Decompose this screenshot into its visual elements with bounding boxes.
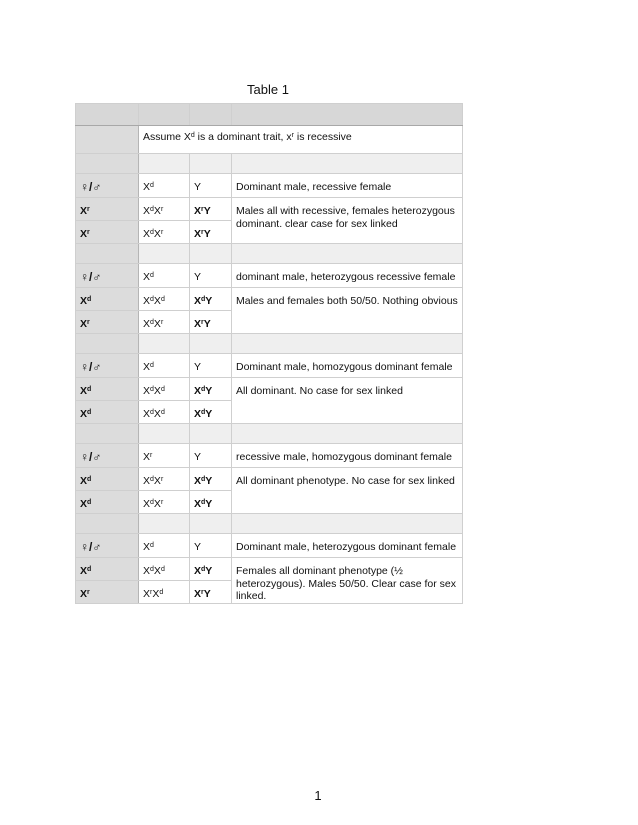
spacer-cell bbox=[139, 154, 190, 174]
male-offspring-genotype bbox=[190, 221, 232, 244]
female-male-symbol: ♀/♂ bbox=[80, 450, 102, 464]
allele-superscript: d bbox=[160, 386, 165, 393]
spacer-cell bbox=[232, 514, 463, 534]
female-offspring-genotype bbox=[139, 311, 190, 334]
allele-superscript: d bbox=[150, 182, 154, 189]
female-male-symbol: ♀/♂ bbox=[80, 270, 102, 284]
genotype-part: X bbox=[80, 498, 88, 510]
genotype-part: X bbox=[153, 205, 161, 217]
genotype-part: X bbox=[143, 205, 151, 217]
allele-superscript: d bbox=[150, 386, 154, 393]
female-offspring-genotype bbox=[139, 558, 190, 581]
male-gamete-y: Y bbox=[190, 534, 232, 558]
female-offspring-genotype bbox=[139, 378, 190, 401]
genotype-part: X bbox=[143, 498, 151, 510]
header-cell bbox=[139, 104, 190, 126]
allele-superscript: r bbox=[201, 229, 204, 236]
spacer-cell bbox=[190, 424, 232, 444]
allele-superscript: d bbox=[201, 409, 206, 416]
genotype-part: X bbox=[153, 385, 161, 397]
allele-superscript: d bbox=[87, 409, 92, 416]
allele-superscript: d bbox=[160, 566, 165, 573]
spacer-cell bbox=[232, 424, 463, 444]
genotype-part: Y bbox=[203, 588, 211, 600]
male-gamete-x bbox=[139, 174, 190, 198]
offspring-row bbox=[76, 468, 463, 491]
female-offspring-genotype bbox=[139, 468, 190, 491]
allele-superscript: d bbox=[150, 206, 154, 213]
sex-symbol-cell bbox=[76, 174, 139, 198]
female-allele-cell bbox=[76, 288, 139, 311]
genotype-part: X bbox=[143, 475, 151, 487]
spacer-cell bbox=[232, 334, 463, 354]
genotype-part: X bbox=[153, 228, 161, 240]
spacer-cell bbox=[232, 154, 463, 174]
genotype-part: X bbox=[143, 228, 151, 240]
allele-superscript: r bbox=[201, 319, 204, 326]
genotype-part: X bbox=[194, 565, 202, 577]
header-row bbox=[76, 104, 463, 126]
female-allele-cell bbox=[76, 311, 139, 334]
allele-superscript: r bbox=[150, 452, 153, 459]
allele-superscript: d bbox=[87, 296, 92, 303]
cross-row bbox=[76, 264, 463, 288]
punnett-table-wrapper bbox=[75, 103, 463, 604]
cross-row bbox=[76, 534, 463, 558]
genotype-part: X bbox=[153, 318, 161, 330]
genotype-part: X bbox=[80, 205, 88, 217]
male-gamete-x bbox=[139, 354, 190, 378]
allele-superscript: r bbox=[160, 319, 164, 326]
cross-conclusion-note: Males and females both 50/50. Nothing obvious bbox=[232, 288, 463, 334]
spacer-cell bbox=[139, 334, 190, 354]
genotype-part: X bbox=[143, 271, 151, 283]
spacer-cell bbox=[190, 154, 232, 174]
genotype-part: Y bbox=[203, 318, 211, 330]
genotype-part: X bbox=[80, 295, 88, 307]
allele-superscript: d bbox=[201, 386, 206, 393]
female-allele-cell bbox=[76, 468, 139, 491]
genotype-part: X bbox=[143, 181, 151, 193]
male-offspring-genotype bbox=[190, 378, 232, 401]
spacer-cell bbox=[139, 424, 190, 444]
header-cell bbox=[190, 104, 232, 126]
spacer-row bbox=[76, 244, 463, 264]
genotype-part: Y bbox=[205, 295, 213, 307]
spacer-cell bbox=[190, 244, 232, 264]
table-title: Table 1 bbox=[247, 82, 289, 97]
male-gamete-y: Y bbox=[190, 354, 232, 378]
female-offspring-genotype bbox=[139, 198, 190, 221]
allele-superscript: r bbox=[201, 206, 204, 213]
male-offspring-genotype bbox=[190, 491, 232, 514]
genotype-part: X bbox=[194, 408, 202, 420]
male-offspring-genotype bbox=[190, 558, 232, 581]
allele-superscript: d bbox=[87, 499, 92, 506]
allele-superscript: d bbox=[201, 296, 206, 303]
genotype-part: X bbox=[80, 318, 88, 330]
female-allele-cell bbox=[76, 378, 139, 401]
cross-description: dominant male, heterozygous recessive female bbox=[232, 264, 463, 288]
genotype-part: Y bbox=[205, 385, 213, 397]
side-cell bbox=[76, 334, 139, 354]
genotype-part: X bbox=[80, 228, 88, 240]
assumption-note: Assume $X^d$ is a dominant trait, $x^r$ is recessive bbox=[139, 126, 463, 154]
header-cell bbox=[76, 104, 139, 126]
cross-description: recessive male, homozygous dominant female bbox=[232, 444, 463, 468]
sex-symbol-cell bbox=[76, 534, 139, 558]
offspring-row bbox=[76, 378, 463, 401]
female-offspring-genotype bbox=[139, 491, 190, 514]
allele-superscript: r bbox=[160, 229, 164, 236]
allele-superscript: r bbox=[150, 589, 153, 596]
genotype-part: X bbox=[143, 541, 151, 553]
spacer-cell bbox=[190, 514, 232, 534]
sex-symbol-cell bbox=[76, 444, 139, 468]
spacer-cell bbox=[232, 244, 463, 264]
side-cell bbox=[76, 424, 139, 444]
cross-conclusion-note: All dominant. No case for sex linked bbox=[232, 378, 463, 424]
cross-conclusion-note: Males all with recessive, females heterozygous dominant. clear case for sex linked bbox=[232, 198, 463, 244]
allele-superscript: d bbox=[150, 272, 154, 279]
genotype-part: Y bbox=[205, 498, 213, 510]
allele-superscript: d bbox=[201, 566, 206, 573]
offspring-row bbox=[76, 288, 463, 311]
side-cell bbox=[76, 126, 139, 154]
allele-superscript: d bbox=[150, 499, 154, 506]
genotype-part: Y bbox=[205, 565, 213, 577]
female-offspring-genotype bbox=[139, 288, 190, 311]
allele-superscript: r bbox=[160, 206, 164, 213]
cross-conclusion-note: Females all dominant phenotype (½ heterozygous). Males 50/50. Clear case for sex linked. bbox=[232, 558, 463, 604]
genotype-part: X bbox=[80, 588, 88, 600]
female-offspring-genotype bbox=[139, 401, 190, 424]
male-gamete-x bbox=[139, 264, 190, 288]
genotype-part: X bbox=[143, 361, 151, 373]
genotype-part: Y bbox=[203, 205, 211, 217]
genotype-part: X bbox=[80, 385, 88, 397]
side-cell bbox=[76, 154, 139, 174]
female-offspring-genotype bbox=[139, 581, 190, 604]
genotype-part: X bbox=[143, 408, 151, 420]
genotype-part: X bbox=[143, 565, 151, 577]
allele-superscript: d bbox=[150, 362, 154, 369]
allele-superscript: d bbox=[150, 409, 154, 416]
cross-conclusion-note: All dominant phenotype. No case for sex linked bbox=[232, 468, 463, 514]
allele-superscript: r bbox=[160, 476, 164, 483]
offspring-row bbox=[76, 198, 463, 221]
genotype-part: Y bbox=[203, 228, 211, 240]
genotype-part: X bbox=[143, 385, 151, 397]
genotype-part: X bbox=[194, 588, 202, 600]
spacer-row bbox=[76, 514, 463, 534]
male-offspring-genotype bbox=[190, 311, 232, 334]
male-offspring-genotype bbox=[190, 198, 232, 221]
allele-superscript: r bbox=[160, 499, 164, 506]
cross-row bbox=[76, 444, 463, 468]
allele-superscript: d bbox=[150, 319, 154, 326]
spacer-row bbox=[76, 154, 463, 174]
allele-superscript: r bbox=[87, 589, 90, 596]
spacer-cell bbox=[190, 334, 232, 354]
female-allele-cell bbox=[76, 558, 139, 581]
genotype-part: X bbox=[194, 205, 202, 217]
male-offspring-genotype bbox=[190, 401, 232, 424]
allele-superscript: r bbox=[87, 206, 90, 213]
male-offspring-genotype bbox=[190, 581, 232, 604]
genotype-part: Y bbox=[205, 408, 213, 420]
genotype-part: Y bbox=[205, 475, 213, 487]
cross-row bbox=[76, 354, 463, 378]
genotype-part: X bbox=[143, 588, 151, 600]
allele-superscript: d bbox=[150, 296, 154, 303]
allele-superscript: d bbox=[150, 542, 154, 549]
sex-symbol-cell bbox=[76, 264, 139, 288]
male-gamete-y: Y bbox=[190, 444, 232, 468]
genotype-part: X bbox=[153, 295, 161, 307]
genotype-part: X bbox=[153, 498, 161, 510]
assumption-row bbox=[76, 126, 463, 154]
spacer-row bbox=[76, 424, 463, 444]
genotype-part: X bbox=[143, 451, 151, 463]
cross-description: Dominant male, recessive female bbox=[232, 174, 463, 198]
offspring-row bbox=[76, 558, 463, 581]
allele-superscript: d bbox=[150, 476, 154, 483]
spacer-cell bbox=[139, 514, 190, 534]
cross-description: Dominant male, homozygous dominant female bbox=[232, 354, 463, 378]
female-male-symbol: ♀/♂ bbox=[80, 360, 102, 374]
allele-superscript: r bbox=[87, 229, 90, 236]
genotype-part: X bbox=[80, 475, 88, 487]
genotype-part: X bbox=[152, 588, 160, 600]
header-cell bbox=[232, 104, 463, 126]
allele-superscript: d bbox=[150, 566, 154, 573]
allele-superscript: d bbox=[160, 296, 165, 303]
genotype-part: X bbox=[153, 408, 161, 420]
cross-description: Dominant male, heterozygous dominant female bbox=[232, 534, 463, 558]
side-cell bbox=[76, 244, 139, 264]
genotype-part: X bbox=[80, 565, 88, 577]
allele-superscript: d bbox=[201, 476, 206, 483]
allele-superscript: r bbox=[87, 319, 90, 326]
female-allele-cell bbox=[76, 401, 139, 424]
punnett-table bbox=[75, 103, 463, 604]
page-number: 1 bbox=[314, 788, 322, 803]
allele-superscript: d bbox=[87, 566, 92, 573]
side-cell bbox=[76, 514, 139, 534]
genotype-part: X bbox=[194, 228, 202, 240]
female-male-symbol: ♀/♂ bbox=[80, 540, 102, 554]
female-male-symbol: ♀/♂ bbox=[80, 180, 102, 194]
female-allele-cell bbox=[76, 491, 139, 514]
allele-superscript: d bbox=[87, 476, 92, 483]
sex-symbol-cell bbox=[76, 354, 139, 378]
spacer-row bbox=[76, 334, 463, 354]
genotype-part: X bbox=[194, 385, 202, 397]
female-offspring-genotype bbox=[139, 221, 190, 244]
allele-superscript: d bbox=[201, 499, 206, 506]
genotype-part: X bbox=[153, 565, 161, 577]
male-gamete-y: Y bbox=[190, 264, 232, 288]
female-allele-cell bbox=[76, 581, 139, 604]
spacer-cell bbox=[139, 244, 190, 264]
male-offspring-genotype bbox=[190, 468, 232, 491]
allele-superscript: d bbox=[150, 229, 154, 236]
genotype-part: X bbox=[194, 295, 202, 307]
genotype-part: X bbox=[143, 295, 151, 307]
male-gamete-x bbox=[139, 444, 190, 468]
female-allele-cell bbox=[76, 198, 139, 221]
genotype-part: X bbox=[143, 318, 151, 330]
allele-superscript: r bbox=[201, 589, 204, 596]
genotype-part: X bbox=[194, 475, 202, 487]
genotype-part: X bbox=[153, 475, 161, 487]
allele-superscript: d bbox=[159, 589, 164, 596]
genotype-part: X bbox=[194, 498, 202, 510]
allele-superscript: d bbox=[160, 409, 165, 416]
female-allele-cell bbox=[76, 221, 139, 244]
genotype-part: X bbox=[80, 408, 88, 420]
genotype-part: X bbox=[194, 318, 202, 330]
allele-superscript: d bbox=[87, 386, 92, 393]
male-offspring-genotype bbox=[190, 288, 232, 311]
male-gamete-y: Y bbox=[190, 174, 232, 198]
cross-row bbox=[76, 174, 463, 198]
male-gamete-x bbox=[139, 534, 190, 558]
